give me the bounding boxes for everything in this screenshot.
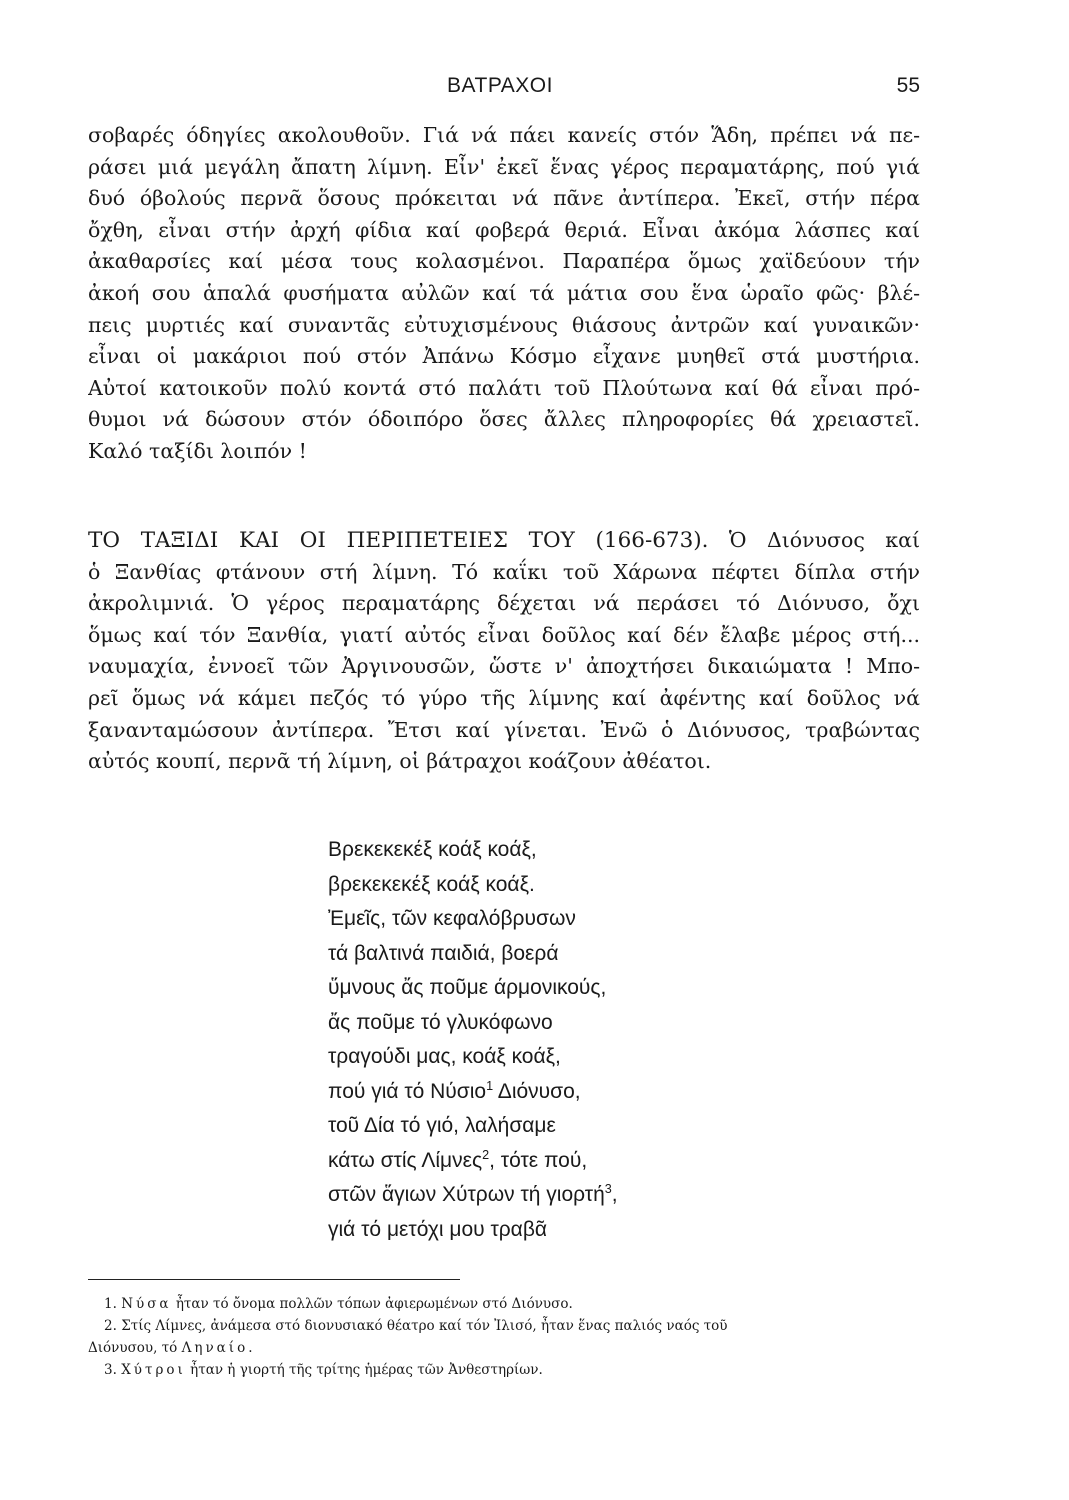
footnote-number: 3. — [104, 1362, 117, 1378]
section-first-line-text: Ὁ Διόνυσος καί — [728, 528, 920, 552]
footnotes — [88, 1293, 920, 1381]
poem-line: ὕμνους ἄς ποῦμε άρμονικούς, — [328, 976, 607, 999]
paragraph-intro — [88, 120, 920, 468]
footnote-1 — [88, 1293, 920, 1315]
footnote-marker: 1 — [486, 1078, 494, 1093]
paragraph-journey — [88, 525, 920, 778]
poem-line-text: πού γιά τό Νύσιο — [328, 1079, 487, 1103]
text-line: ξανανταμώσουν ἀντίπερα. Ἔτσι καί γίνεται. Ἐνῶ ὁ Διόνυσος, τραβώντας — [88, 717, 920, 742]
section-first-line — [88, 525, 920, 557]
poem-line: Βρεκεκεκέξ κοάξ κοάξ, — [328, 838, 537, 861]
footnote-marker: 3 — [604, 1182, 612, 1196]
poem-line — [328, 1075, 618, 1110]
section-heading: ΤΟ ΤΑΞΙΔΙ ΚΑΙ ΟΙ ΠΕΡΙΠΕΤΕΙΕΣ ΤΟΥ (166-673). — [88, 528, 709, 553]
poem-stanza — [328, 833, 618, 1247]
footnote-number: 1. — [104, 1296, 117, 1312]
footnote-marker: 2 — [482, 1147, 490, 1162]
page-number: 55 — [896, 74, 920, 97]
poem-line: γιά τό μετόχι μου τραβᾶ — [328, 1217, 548, 1241]
poem-line-text: , τότε πού, — [489, 1148, 588, 1172]
footnote-text: ἀνάμεσα στό διονυσιακό θέατρο καί τόν Ἰλισό, ἦταν ἕνας παλιός ναός τοῦ — [210, 1318, 728, 1334]
text-line: ἀκρολιμνιά. Ὁ γέρος περαματάρης δέχεται νά περάσει τό Διόνυσο, ὄχι — [88, 591, 920, 616]
footnote-2-continued — [88, 1337, 920, 1359]
text-line: Καλό ταξίδι λοιπόν ! — [88, 438, 307, 463]
poem-line: τά βαλτινά παιδιά, βοερά — [328, 941, 559, 965]
footnote-term: Χύτροι — [121, 1362, 186, 1378]
poem-line — [328, 1144, 618, 1179]
poem-line-text: Διόνυσο, — [493, 1079, 581, 1103]
text-line: ὁ Ξανθίας φτάνουν στή λίμνη. Τό καΐκι τοῦ Χάρωνα πέφτει δίπλα στήν — [88, 559, 920, 584]
poem-line-text: στῶν ἅγιων Χύτρων τή γιορτή — [328, 1183, 605, 1206]
poem-line: ἄς ποῦμε τό γλυκόφωνο — [328, 1010, 553, 1034]
text-line: ράσει μιά μεγάλη ἄπατη λίμνη. Εἶν' ἐκεῖ ἕνας γέρος περαματάρης, πού γιά — [88, 154, 920, 179]
footnote-term: Στίς Λίμνες, — [121, 1318, 207, 1334]
poem-line: τραγούδι μας, κοάξ κοάξ, — [328, 1045, 561, 1068]
footnote-divider — [88, 1279, 460, 1280]
text-line: σοβαρές όδηγίες ακολουθοῦν. Γιά νά πάει κανείς στόν Ἅδη, πρέπει νά πε- — [88, 123, 920, 147]
footnote-text: Ληναίο. — [181, 1340, 256, 1356]
text-line: Αὐτοί κατοικοῦν πολύ κοντά στό παλάτι τοῦ Πλούτωνα καί θά εἶναι πρό- — [88, 375, 920, 400]
poem-line-text: κάτω στίς Λίμνες — [328, 1148, 483, 1172]
poem-line: Ἐμεῖς, τῶν κεφαλόβρυσων — [328, 907, 576, 930]
footnote-term: Νύσα — [121, 1296, 172, 1312]
text-line: δυό όβολούς περνᾶ ὅσους πρόκειται νά πᾶνε ἀντίπερα. Ἐκεῖ, στήν πέρα — [88, 186, 920, 211]
footnote-2 — [88, 1315, 920, 1337]
text-line: πεις μυρτιές καί συναντᾶς εὐτυχισμένους θιάσους ἀντρῶν καί γυναικῶν· — [88, 312, 920, 337]
text-line: ὅμως καί τόν Ξανθία, γιατί αὐτός εἶναι δοῦλος καί δέν ἔλαβε μέρος στή... — [88, 622, 920, 647]
text-line: ἀκαθαρσίες καί μέσα τους κολασμένοι. Παραπέρα ὅμως χαϊδεύουν τήν — [88, 249, 920, 274]
footnote-term: Διόνυσου, τό — [88, 1340, 178, 1356]
poem-line: τοῦ Δία τό γιό, λαλήσαμε — [328, 1114, 556, 1137]
footnote-number: 2. — [104, 1318, 117, 1334]
text-line: εἶναι οἱ μακάριοι πού στόν Ἀπάνω Κόσμο εἶχανε μυηθεῖ στά μυστήρια. — [88, 344, 920, 369]
poem-line-text: , — [611, 1183, 618, 1206]
text-line: θυμοι νά δώσουν στόν όδοιπόρο ὅσες ἄλλες πληροφορίες θά χρειαστεῖ. — [88, 407, 920, 432]
running-header-title: ΒΑΤΡΑΧΟΙ — [447, 74, 553, 97]
text-line: ρεῖ ὅμως νά κάμει πεζός τό γύρο τῆς λίμνης καί ἀφέντης καί δοῦλος νά — [88, 685, 920, 710]
poem-line: βρεκεκεκέξ κοάξ κοάξ. — [328, 872, 535, 896]
footnote-3 — [88, 1359, 920, 1381]
footnote-text: ἦταν τό ὄνομα πολλῶν τόπων ἀφιερωμένων στό Διόνυσο. — [175, 1296, 573, 1312]
text-line: ναυμαχία, ἐννοεῖ τῶν Ἀργινουσῶν, ὥστε ν' ἀποχτήσει δικαιώματα ! Μπο- — [88, 654, 920, 679]
poem-line — [328, 1178, 618, 1213]
text-line: ὄχθη, εἶναι στήν ἀρχή φίδια καί φοβερά θεριά. Εἶναι ἀκόμα λάσπες καί — [88, 217, 920, 242]
footnote-text: ἦταν ἡ γιορτή τῆς τρίτης ἡμέρας τῶν Ἀνθεστηρίων. — [190, 1362, 543, 1378]
text-line: ἀκοή σου ἁπαλά φυσήματα αὐλῶν καί τά μάτια σου ἕνα ὡραῖο φῶς· βλέ- — [88, 280, 920, 305]
text-line: αὐτός κουπί, περνᾶ τή λίμνη, οἱ βάτραχοι κοάζουν ἀθέατοι. — [88, 749, 712, 774]
